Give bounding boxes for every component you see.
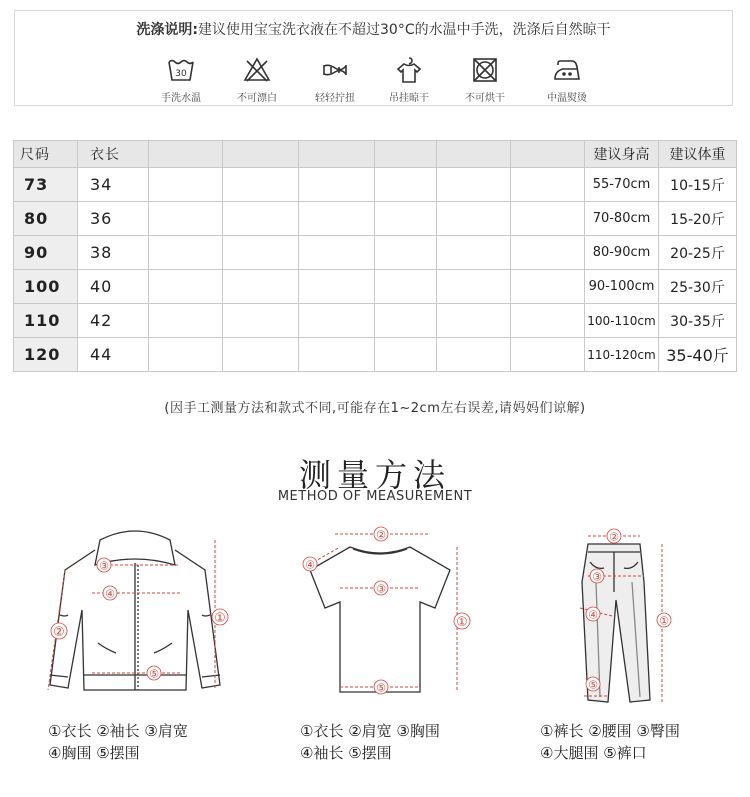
tshirt-mark-5: ⑤ xyxy=(376,681,386,695)
pants-mark-2: ② xyxy=(609,530,619,544)
weight-cell: 20-25斤 xyxy=(659,236,737,270)
height-cell: 80-90cm xyxy=(585,236,659,270)
header-weight: 建议体重 xyxy=(659,141,737,168)
care-title-bold: 洗涤说明: xyxy=(136,22,198,38)
weight-cell: 15-20斤 xyxy=(659,202,737,236)
weight-cell: 30-35斤 xyxy=(659,304,737,338)
tshirt-measure-diagram xyxy=(285,522,485,707)
length-cell: 40 xyxy=(78,270,149,304)
no-tumble-dry-icon xyxy=(470,55,500,85)
jacket-mark-5: ⑤ xyxy=(149,667,159,681)
size-table xyxy=(13,140,737,372)
care-instructions-panel xyxy=(14,10,733,106)
weight-cell: 10-15斤 xyxy=(659,168,737,202)
care-item-gentle-wring xyxy=(303,55,367,104)
care-label-hang-dry: 吊挂晾干 xyxy=(389,93,429,104)
jacket-caption-line2: ④胸围 ⑤摆围 xyxy=(48,744,140,762)
height-cell: 70-80cm xyxy=(585,202,659,236)
error-note: (因手工测量方法和款式不同,可能存在1~2cm左右误差,请妈妈们谅解) xyxy=(164,401,586,416)
table-row xyxy=(14,168,737,202)
pants-caption-line2: ④大腿围 ⑤裤口 xyxy=(540,744,647,762)
pants-mark-5: ⑤ xyxy=(588,678,598,692)
pants-caption xyxy=(540,720,680,764)
size-cell: 90 xyxy=(14,236,78,270)
care-item-no-tumble-dry xyxy=(453,55,517,104)
jacket-measure-lines xyxy=(48,540,215,690)
tshirt-mark-3: ③ xyxy=(376,582,386,596)
care-label-gentle-wring: 轻轻拧扭 xyxy=(315,93,355,104)
size-cell: 120 xyxy=(14,338,78,372)
height-cell: 100-110cm xyxy=(585,304,659,338)
height-cell: 110-120cm xyxy=(585,338,659,372)
tshirt-mark-4: ④ xyxy=(305,558,315,572)
care-item-no-bleach xyxy=(225,55,289,104)
table-row xyxy=(14,338,737,372)
length-cell: 38 xyxy=(78,236,149,270)
care-label-hand-wash: 手洗水温 xyxy=(161,93,201,104)
care-label-no-bleach: 不可漂白 xyxy=(237,93,277,104)
header-length: 衣长 xyxy=(78,141,149,168)
length-cell: 36 xyxy=(78,202,149,236)
method-title: 测量方法 xyxy=(298,456,451,494)
jacket-mark-1: ① xyxy=(214,611,226,626)
care-item-medium-iron xyxy=(535,55,599,104)
pants-mark-4: ④ xyxy=(588,608,598,622)
care-item-hand-wash xyxy=(149,55,213,104)
tshirt-caption-line1: ①衣长 ②肩宽 ③胸围 xyxy=(300,722,440,740)
jacket-measure-diagram xyxy=(20,525,250,710)
size-table-header xyxy=(14,141,737,168)
pants-measure-diagram xyxy=(560,522,690,712)
gentle-wring-icon xyxy=(320,55,350,85)
pants-mark-1: ① xyxy=(659,614,669,628)
tshirt-outline-icon xyxy=(310,547,450,692)
care-title-text: 建议使用宝宝洗衣液在不超过30°C的水温中手洗，洗涤后自然晾干 xyxy=(198,22,611,38)
size-cell: 100 xyxy=(14,270,78,304)
jacket-mark-2: ② xyxy=(53,625,65,640)
table-row xyxy=(14,304,737,338)
height-cell: 55-70cm xyxy=(585,168,659,202)
length-cell: 42 xyxy=(78,304,149,338)
care-label-medium-iron: 中温熨烫 xyxy=(547,93,587,104)
care-title xyxy=(15,19,732,39)
height-cell: 90-100cm xyxy=(585,270,659,304)
size-cell: 80 xyxy=(14,202,78,236)
care-label-no-tumble-dry: 不可烘干 xyxy=(465,93,505,104)
jacket-mark-3: ③ xyxy=(99,559,109,573)
care-item-hang-dry xyxy=(377,55,441,104)
size-cell: 73 xyxy=(14,168,78,202)
weight-cell: 25-30斤 xyxy=(659,270,737,304)
size-cell: 110 xyxy=(14,304,78,338)
table-row xyxy=(14,236,737,270)
header-height: 建议身高 xyxy=(585,141,659,168)
hand-wash-temp: 30 xyxy=(175,69,187,79)
jacket-outline-icon xyxy=(50,531,220,690)
jacket-mark-4: ④ xyxy=(105,587,115,601)
tshirt-caption xyxy=(300,720,440,764)
jacket-caption-line1: ①衣长 ②袖长 ③肩宽 xyxy=(48,722,188,740)
hang-dry-icon xyxy=(394,55,424,85)
no-bleach-icon xyxy=(242,55,272,85)
jacket-caption xyxy=(48,720,188,764)
method-subtitle: METHOD OF MEASUREMENT xyxy=(277,489,473,504)
length-cell: 44 xyxy=(78,338,149,372)
table-row xyxy=(14,270,737,304)
pants-mark-3: ③ xyxy=(592,570,602,584)
weight-cell: 35-40斤 xyxy=(659,338,737,372)
header-size: 尺码 xyxy=(14,141,78,168)
tshirt-mark-1: ① xyxy=(456,615,468,630)
tshirt-mark-2: ② xyxy=(376,528,386,542)
hand-wash-icon xyxy=(166,55,196,85)
medium-iron-icon xyxy=(552,55,582,85)
tshirt-measure-lines xyxy=(305,534,457,692)
length-cell: 34 xyxy=(78,168,149,202)
pants-caption-line1: ①裤长 ②腰围 ③臀围 xyxy=(540,722,680,740)
table-row xyxy=(14,202,737,236)
tshirt-caption-line2: ④袖长 ⑤摆围 xyxy=(300,744,392,762)
